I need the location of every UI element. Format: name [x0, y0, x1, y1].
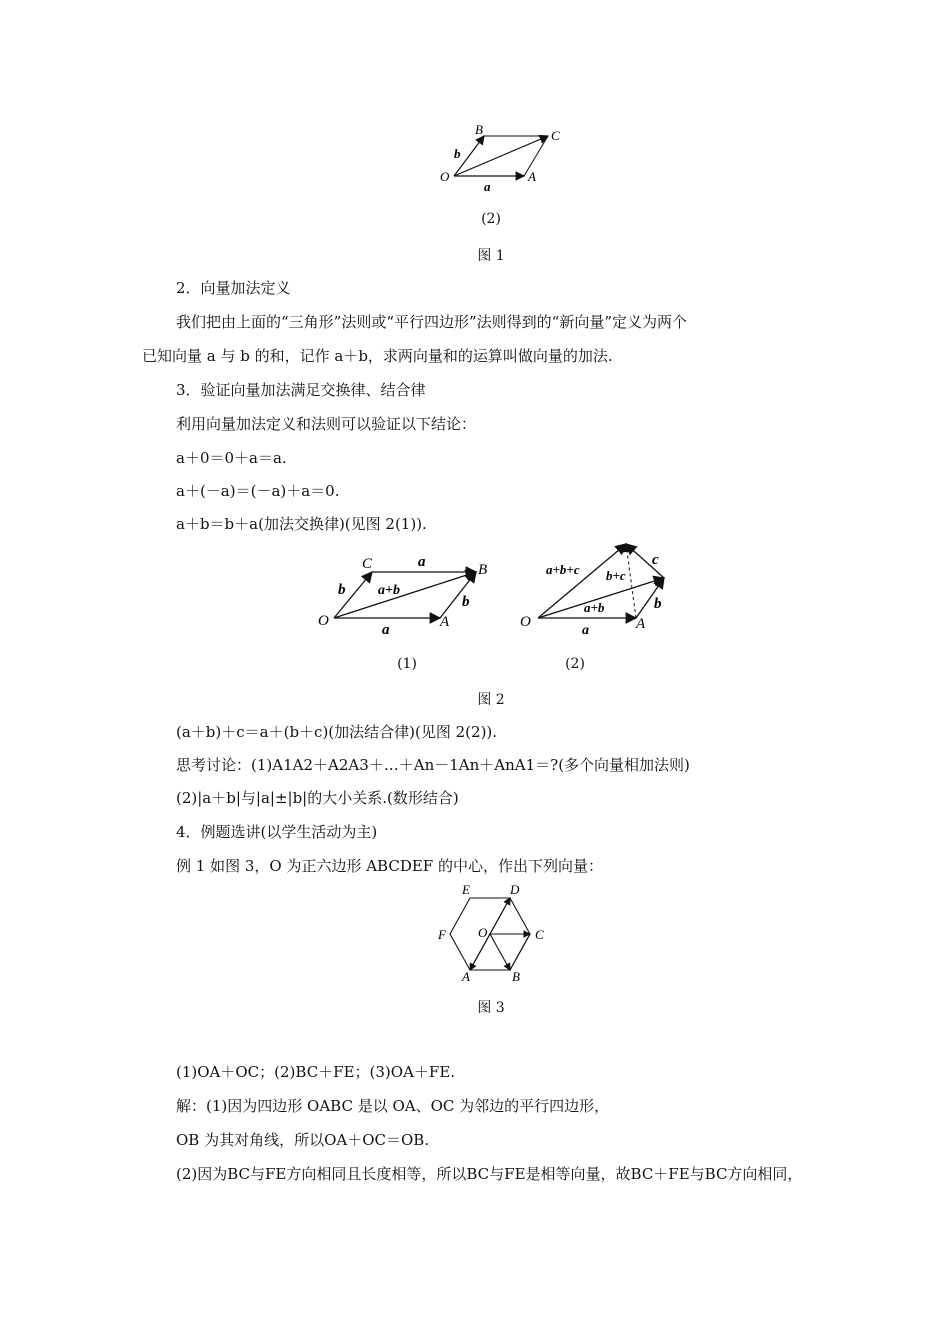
label-B: B	[475, 122, 483, 137]
svg-text:c: c	[652, 552, 659, 568]
figure-2-associative	[512, 536, 682, 638]
equation-4: (a＋b)＋c＝a＋(b＋c)(加法结合律)(见图 2(2)).	[176, 723, 498, 741]
discussion-1: 思考讨论：(1)A1A2＋A2A3＋…＋An－1An＋AnA1＝?(多个向量相加法则)	[176, 756, 690, 774]
svg-text:a+b+c: a+b+c	[546, 562, 580, 577]
svg-text:a: a	[382, 622, 390, 638]
section-2-paragraph-1: 我们把由上面的“三角形”法则或“平行四边形”法则得到的“新向量”定义为两个	[176, 313, 688, 331]
svg-text:a+b: a+b	[378, 583, 400, 598]
section-3-intro: 利用向量加法定义和法则可以验证以下结论：	[176, 415, 477, 433]
svg-text:O: O	[478, 925, 488, 940]
equation-3: a＋b＝b＋a(加法交换律)(见图 2(1)).	[176, 515, 427, 533]
svg-text:b: b	[654, 596, 662, 612]
svg-text:C: C	[362, 556, 373, 572]
figure-2-caption: 图 2	[477, 692, 505, 708]
figure-2-sub-1: (1)	[397, 656, 417, 672]
label-A: A	[528, 169, 536, 184]
svg-text:D: D	[510, 882, 520, 897]
solution-line-2: OB 为其对角线，所以OA＋OC＝OB.	[176, 1131, 430, 1149]
example-1: 例 1 如图 3，O 为正六边形 ABCDEF 的中心，作出下列向量：	[176, 857, 603, 875]
section-2-paragraph-2: 已知向量 a 与 b 的和，记作 a＋b，求两向量和的运算叫做向量的加法.	[142, 347, 613, 365]
section-2-title: 2．向量加法定义	[176, 279, 291, 297]
section-4-title: 4．例题选讲(以学生活动为主)	[176, 823, 378, 841]
figure-3-caption: 图 3	[477, 1000, 505, 1016]
svg-text:a: a	[582, 623, 589, 638]
svg-text:b+c: b+c	[606, 568, 626, 583]
equation-2: a＋(－a)＝(－a)＋a＝0.	[176, 482, 340, 500]
figure-1-caption: 图 1	[477, 248, 505, 264]
svg-text:a+b: a+b	[584, 600, 605, 615]
figure-2-commutative	[312, 548, 502, 638]
svg-text:a: a	[418, 554, 426, 570]
solution-line-1: 解：(1)因为四边形 OABC 是以 OA、OC 为邻边的平行四边形，	[176, 1097, 610, 1115]
svg-text:F: F	[438, 927, 446, 942]
svg-text:E: E	[462, 882, 470, 897]
svg-text:B: B	[478, 562, 488, 578]
figure-1-parallelogram	[430, 118, 570, 198]
svg-text:O: O	[520, 614, 531, 630]
figure-1-subcaption: (2)	[481, 211, 501, 227]
svg-text:C: C	[535, 927, 544, 942]
svg-text:B: B	[512, 969, 520, 984]
svg-text:A: A	[440, 614, 450, 630]
label-a: a	[484, 179, 491, 194]
solution-line-3: (2)因为BC与FE方向相同且长度相等，所以BC与FE是相等向量，故BC＋FE与BC方向相同，	[176, 1165, 803, 1183]
label-C: C	[551, 128, 560, 143]
label-b: b	[454, 146, 461, 161]
figure-3-hexagon	[432, 880, 552, 984]
svg-text:A: A	[462, 969, 470, 984]
label-O: O	[440, 169, 450, 184]
svg-text:b: b	[338, 582, 346, 598]
figure-2-sub-2: (2)	[565, 656, 585, 672]
svg-text:b: b	[462, 594, 470, 610]
section-3-title: 3．验证向量加法满足交换律、结合律	[176, 381, 426, 399]
equation-1: a＋0＝0＋a＝a.	[176, 449, 287, 467]
example-tasks: (1)OA＋OC；(2)BC＋FE；(3)OA＋FE.	[176, 1063, 456, 1081]
discussion-2: (2)|a＋b|与|a|±|b|的大小关系.(数形结合)	[176, 789, 459, 807]
svg-text:A: A	[636, 616, 646, 632]
svg-text:O: O	[318, 613, 329, 629]
